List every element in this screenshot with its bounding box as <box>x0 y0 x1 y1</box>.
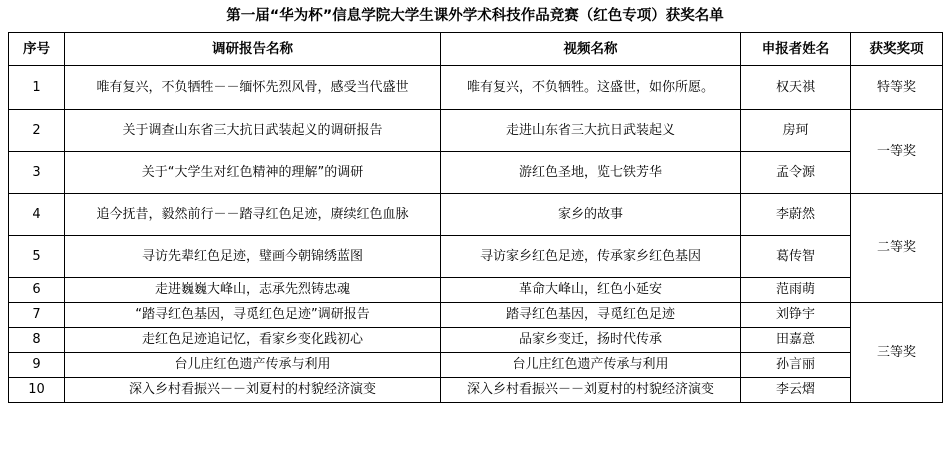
table-row <box>9 378 943 403</box>
cell-video: 走进山东省三大抗日武装起义 <box>441 110 741 152</box>
cell-video: 家乡的故事 <box>441 194 741 236</box>
cell-video: 深入乡村看振兴－－刘夏村的村貌经济演变 <box>441 378 741 403</box>
cell-prize-second: 二等奖 <box>851 194 943 303</box>
table-row <box>9 236 943 278</box>
cell-no: 5 <box>9 236 65 278</box>
cell-prize-first: 一等奖 <box>851 110 943 194</box>
table-row <box>9 194 943 236</box>
cell-author: 孙言丽 <box>741 353 851 378</box>
cell-video: 寻访家乡红色足迹，传承家乡红色基因 <box>441 236 741 278</box>
cell-report: 唯有复兴，不负牺牲－－缅怀先烈风骨，感受当代盛世 <box>65 66 441 110</box>
page-title: 第一届“华为杯”信息学院大学生课外学术科技作品竞赛（红色专项）获奖名单 <box>226 8 724 24</box>
column-header-author: 申报者姓名 <box>741 33 851 66</box>
table-row <box>9 66 943 110</box>
cell-no: 1 <box>9 66 65 110</box>
cell-no: 2 <box>9 110 65 152</box>
cell-report: 关于调查山东省三大抗日武装起义的调研报告 <box>65 110 441 152</box>
cell-report: 走红色足迹追记忆，看家乡变化践初心 <box>65 328 441 353</box>
column-header-no: 序号 <box>9 33 65 66</box>
cell-author: 范雨萌 <box>741 278 851 303</box>
cell-report: 台儿庄红色遗产传承与利用 <box>65 353 441 378</box>
cell-author: 孟令源 <box>741 152 851 194</box>
cell-no: 9 <box>9 353 65 378</box>
column-header-prize: 获奖奖项 <box>851 33 943 66</box>
cell-no: 7 <box>9 303 65 328</box>
cell-report: 走进巍巍大峰山，志承先烈铸忠魂 <box>65 278 441 303</box>
table-header-row <box>9 33 943 66</box>
table-row <box>9 110 943 152</box>
cell-no: 4 <box>9 194 65 236</box>
cell-report: 寻访先辈红色足迹，璧画今朝锦绣蓝图 <box>65 236 441 278</box>
cell-video: 唯有复兴，不负牺牲。这盛世，如你所愿。 <box>441 66 741 110</box>
column-header-report: 调研报告名称 <box>65 33 441 66</box>
cell-no: 10 <box>9 378 65 403</box>
cell-prize-third: 三等奖 <box>851 303 943 403</box>
award-list-table <box>8 32 943 403</box>
cell-video: 台儿庄红色遗产传承与利用 <box>441 353 741 378</box>
cell-no: 6 <box>9 278 65 303</box>
cell-video: 踏寻红色基因，寻觅红色足迹 <box>441 303 741 328</box>
cell-author: 刘铮宇 <box>741 303 851 328</box>
cell-prize-special: 特等奖 <box>851 66 943 110</box>
table-row <box>9 353 943 378</box>
table-row <box>9 278 943 303</box>
cell-video: 革命大峰山，红色小延安 <box>441 278 741 303</box>
cell-report: 关于“大学生对红色精神的理解”的调研 <box>65 152 441 194</box>
table-row <box>9 152 943 194</box>
cell-video: 品家乡变迁，扬时代传承 <box>441 328 741 353</box>
cell-author: 李云熠 <box>741 378 851 403</box>
cell-author: 李蔚然 <box>741 194 851 236</box>
table-row <box>9 328 943 353</box>
cell-author: 葛传智 <box>741 236 851 278</box>
cell-no: 3 <box>9 152 65 194</box>
cell-author: 田嘉意 <box>741 328 851 353</box>
cell-no: 8 <box>9 328 65 353</box>
cell-video: 游红色圣地，览七铁芳华 <box>441 152 741 194</box>
cell-report: “踏寻红色基因，寻觅红色足迹”调研报告 <box>65 303 441 328</box>
cell-report: 深入乡村看振兴－－刘夏村的村貌经济演变 <box>65 378 441 403</box>
cell-author: 房珂 <box>741 110 851 152</box>
table-row <box>9 303 943 328</box>
cell-author: 权天祺 <box>741 66 851 110</box>
column-header-video: 视频名称 <box>441 33 741 66</box>
cell-report: 追今抚昔，毅然前行－－踏寻红色足迹，赓续红色血脉 <box>65 194 441 236</box>
